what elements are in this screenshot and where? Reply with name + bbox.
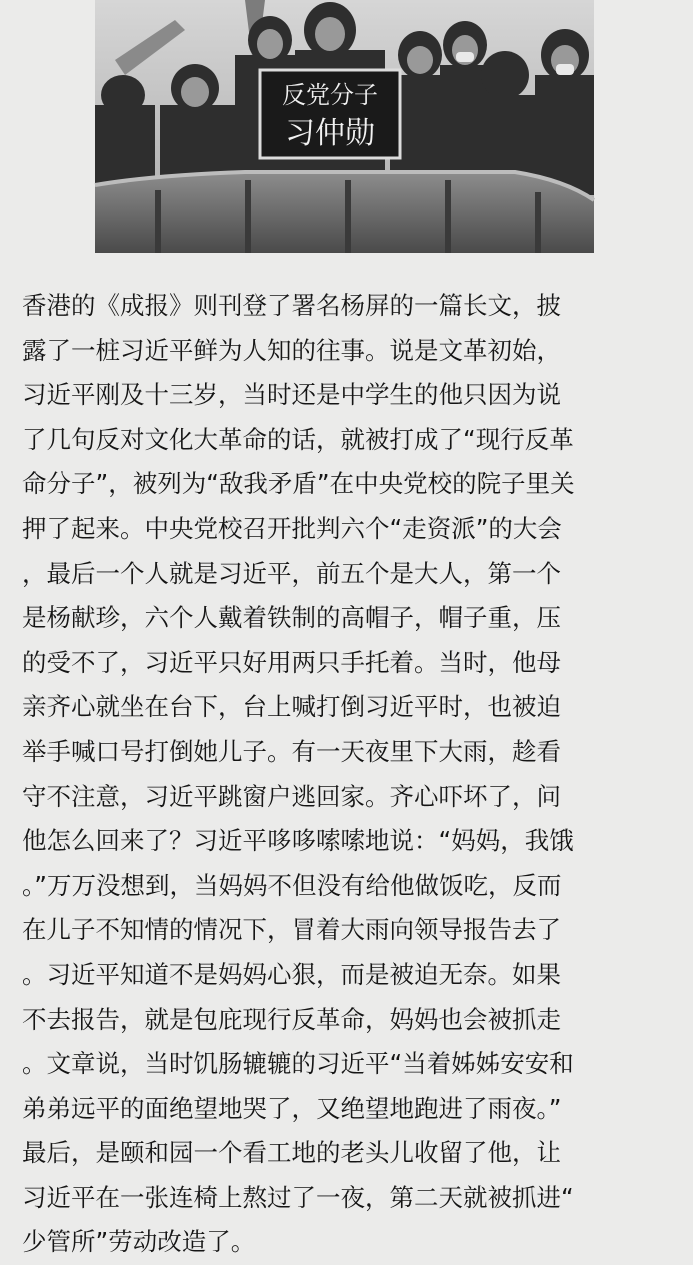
article-line: 。文章说，当时饥肠辘辘的习近平“当着姊姊安安和 xyxy=(22,1049,574,1079)
article-line: 亲齐心就坐在台下，台上喊打倒习近平时，也被迫 xyxy=(22,692,561,722)
sign-line-1: 反党分子 xyxy=(282,81,378,109)
article-line: 守不注意，习近平跳窗户逃回家。齐心吓坏了，问 xyxy=(22,781,561,811)
article-body xyxy=(22,284,674,1265)
article-line: 习近平在一张连椅上熬过了一夜，第二天就被抓进“ xyxy=(22,1182,574,1212)
article-line: 押了起来。中央党校召开批判六个“走资派”的大会 xyxy=(22,513,562,543)
article-line: 。习近平知道不是妈妈心狠，而是被迫无奈。如果 xyxy=(22,959,561,989)
photo-illustration xyxy=(95,0,594,253)
article-line: 不去报告，就是包庇现行反革命，妈妈也会被抓走 xyxy=(22,1004,561,1034)
article-line: 。”万万没想到，当妈妈不但没有给他做饭吃，反而 xyxy=(22,870,562,900)
article-line: 是杨献珍，六个人戴着铁制的高帽子，帽子重，压 xyxy=(22,603,561,633)
article-line: 露了一桩习近平鲜为人知的往事。说是文革初始， xyxy=(22,335,561,365)
article-line: 最后，是颐和园一个看工地的老头儿收留了他，让 xyxy=(22,1138,561,1168)
article-line: 少管所”劳动改造了。 xyxy=(22,1227,256,1257)
article-line: 在儿子不知情的情况下，冒着大雨向领导报告去了 xyxy=(22,915,561,945)
article-line: 他怎么回来了？习近平哆哆嗦嗦地说：“妈妈，我饿 xyxy=(22,826,574,856)
article-line: 的受不了，习近平只好用两只手托着。当时，他母 xyxy=(22,647,561,677)
article-line: 香港的《成报》则刊登了署名杨屏的一篇长文，披 xyxy=(22,291,561,320)
historical-photo xyxy=(95,0,594,253)
article-line: ，最后一个人就是习近平，前五个是大人，第一个 xyxy=(22,558,561,588)
article-line: 举手喊口号打倒她儿子。有一天夜里下大雨，趁看 xyxy=(22,736,561,766)
article-line: 了几句反对文化大革命的话，就被打成了“现行反革 xyxy=(22,424,574,454)
article-line: 命分子”，被列为“敌我矛盾”在中央党校的院子里关 xyxy=(22,469,575,499)
article-line: 弟弟远平的面绝望地哭了，又绝望地跑进了雨夜。” xyxy=(22,1093,562,1123)
article-line: 习近平刚及十三岁，当时还是中学生的他只因为说 xyxy=(22,380,561,410)
sign-line-2: 习仲勋 xyxy=(285,116,375,151)
